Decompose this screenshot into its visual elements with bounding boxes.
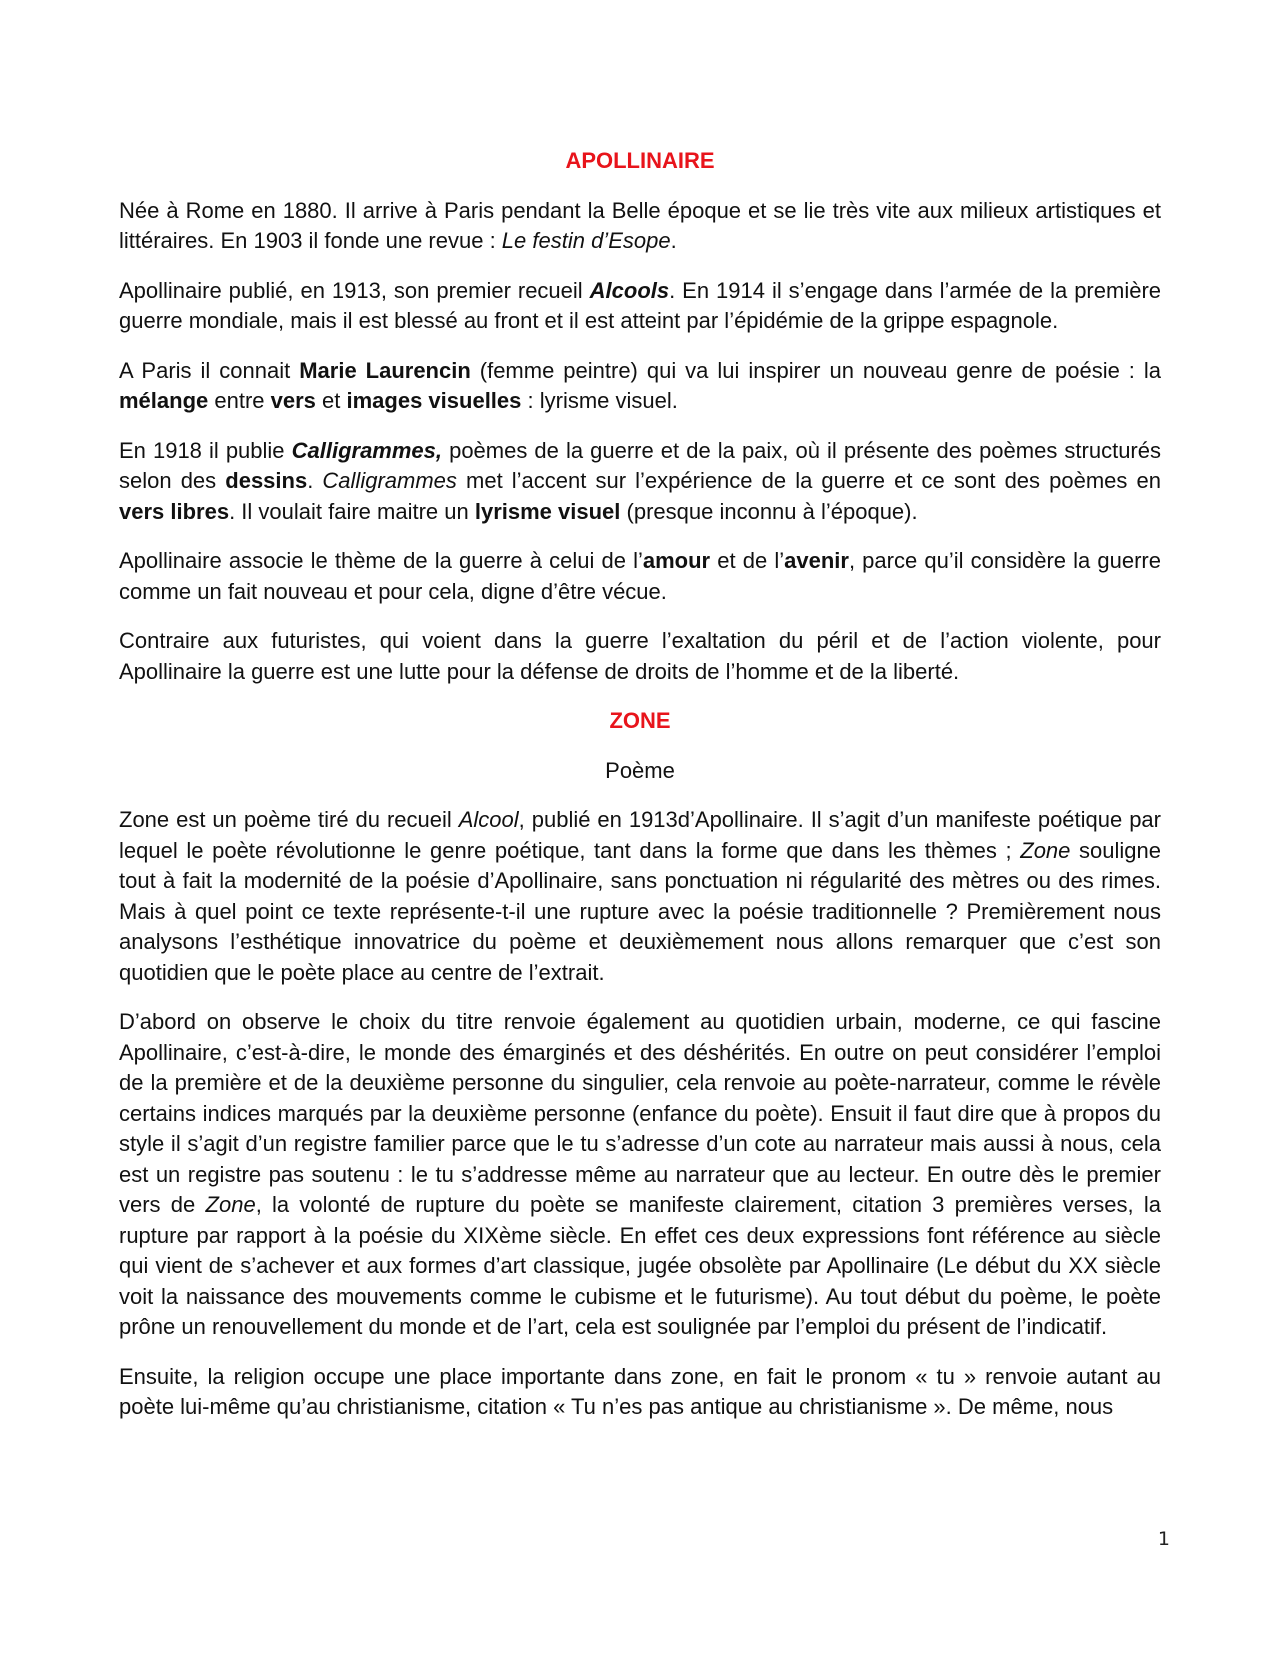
text-run: Calligrammes, [291, 437, 443, 463]
document-body [119, 146, 1161, 1442]
text-run: , parce qu’il considère la guerre comme un fait nouveau et pour cela, digne d’être vécue. [119, 548, 1161, 604]
text-run: Alcool [458, 807, 519, 832]
text-run: dessins [225, 468, 308, 493]
text-run: vers libres [119, 498, 230, 524]
text-run: (femme peintre) qui va lui inspirer un nouveau genre de poésie : la [470, 357, 1162, 383]
text-run: Calligrammes [322, 468, 457, 493]
text-run: et de l’ [710, 548, 785, 573]
text-run: : lyrisme visuel. [521, 388, 678, 413]
text-run: . En 1914 il s’engage dans l’armée de la première guerre mondiale, mais il est blessé au front et il est atteint par l’épidémie de la grippe espagnole. [119, 277, 1162, 333]
text-run: . [307, 468, 323, 493]
paragraph-zone-intro [119, 805, 1161, 988]
text-run: souligne tout à fait la modernité de la poésie d’Apollinaire, sans ponctuation ni régularité des mètres ou des rimes. Mais à quel point ce texte représente-t-il une rupture avec la poésie traditionnelle ? Premièrement nous analysons l’esthétique innovatrice du poème et deuxièmement nous allons remarquer que c’est son quotidien que le poète place au centre de l’extrait. [119, 837, 1161, 985]
text-run: . [670, 228, 677, 253]
page-number: 1 [1157, 1528, 1170, 1550]
text-run: D’abord on observe le choix du titre renvoie également au quotidien urbain, moderne, ce qui fascine Apollinaire, c’est-à-dire, le monde des émarginés et des déshérités. En outre on peut considérer l’emploi de la première et de la deuxième personne du singulier, cela renvoie au poète-narrateur, comme le révèle certains indices marqués par la deuxième personne (enfance du poète). Ensuit il faut dire que à propos du style il s’agit d’un registre familier parce que le tu s’adresse d’un cote au narrateur mais aussi à nous, cela est un registre pas soutenu : le tu s’addresse même au narrateur que au lecteur. En outre dès le premier vers de [119, 1009, 1161, 1217]
text-run: Apollinaire associe le thème de la guerre à celui de l’ [119, 548, 643, 573]
paragraph-alcools [119, 276, 1161, 337]
paragraph-zone-religion [119, 1362, 1161, 1423]
heading-zone: ZONE [609, 708, 671, 733]
text-run: et [315, 388, 347, 413]
text-run: Zone [1020, 837, 1071, 863]
text-run: Marie Laurencin [299, 357, 471, 383]
text-run: lyrisme visuel [474, 498, 621, 524]
text-run: Apollinaire publié, en 1913, son premier recueil [119, 277, 590, 303]
paragraph-war-love [119, 546, 1161, 607]
text-run: . Il voulait faire maitre un [229, 498, 475, 524]
text-run: , publié en 1913d’Apollinaire. Il s’agit d’un manifeste poétique par lequel le poète révolutionne le genre poétique, tant dans la forme que dans les thèmes ; [119, 807, 1161, 863]
paragraph-zone-analysis [119, 1007, 1161, 1343]
text-run: met l’accent sur l’expérience de la guerre et ce sont des poèmes en [456, 468, 1161, 493]
text-run: poèmes de la guerre et de la paix, où il présente des poèmes structurés selon des [119, 437, 1161, 493]
text-run: Contraire aux futuristes, qui voient dans la guerre l’exaltation du péril et de l’action violente, pour Apollinaire la guerre est une lutte pour la défense de droits de l’homme et de la liberté. [119, 628, 1161, 684]
heading-apollinaire: APOLLINAIRE [565, 148, 715, 173]
paragraph-biography [119, 196, 1161, 257]
paragraph-laurencin [119, 356, 1161, 417]
text-run: entre [208, 388, 271, 413]
text-run: (presque inconnu à l’époque). [620, 498, 918, 524]
text-run: Zone [205, 1192, 256, 1217]
text-run: En 1918 il publie [119, 437, 292, 463]
paragraph-futurists [119, 626, 1161, 687]
text-run: Ensuite, la religion occupe une place importante dans zone, en fait le pronom « tu » renvoie autant au poète lui-même qu’au christianisme, citation « Tu n’es pas antique au christianisme ». De même, nous [119, 1363, 1161, 1419]
text-run: A Paris il connait [119, 357, 300, 383]
text-run: mélange [119, 388, 209, 413]
paragraph-calligrammes [119, 436, 1161, 528]
text-run: images visuelles [346, 388, 522, 413]
text-run: , la volonté de rupture du poète se manifeste clairement, citation 3 premières verses, la rupture par rapport à la poésie du XIXème siècle. En effet ces deux expressions font référence au siècle qui vient de s’achever et aux formes d’art classique, jugée obsolète par Apollinaire (Le début du XX siècle voit la naissance des mouvements comme le cubisme et le futurisme). Au tout début du poème, le poète prône un renouvellement du monde et de l’art, cela est soulignée par l’emploi du présent de l’indicatif. [119, 1192, 1161, 1339]
text-run: Le festin d’Esope [501, 228, 671, 253]
text-run: Née à Rome en 1880. Il arrive à Paris pendant la Belle époque et se lie très vite aux milieux artistiques et littéraires. En 1903 il fonde une revue : [119, 197, 1161, 253]
text-run: amour [642, 548, 711, 573]
subheading-poeme: Poème [605, 757, 675, 783]
text-run: vers [270, 388, 316, 413]
text-run: Zone est un poème tiré du recueil [119, 807, 459, 832]
text-run: avenir [784, 548, 849, 573]
text-run: Alcools [589, 277, 670, 303]
